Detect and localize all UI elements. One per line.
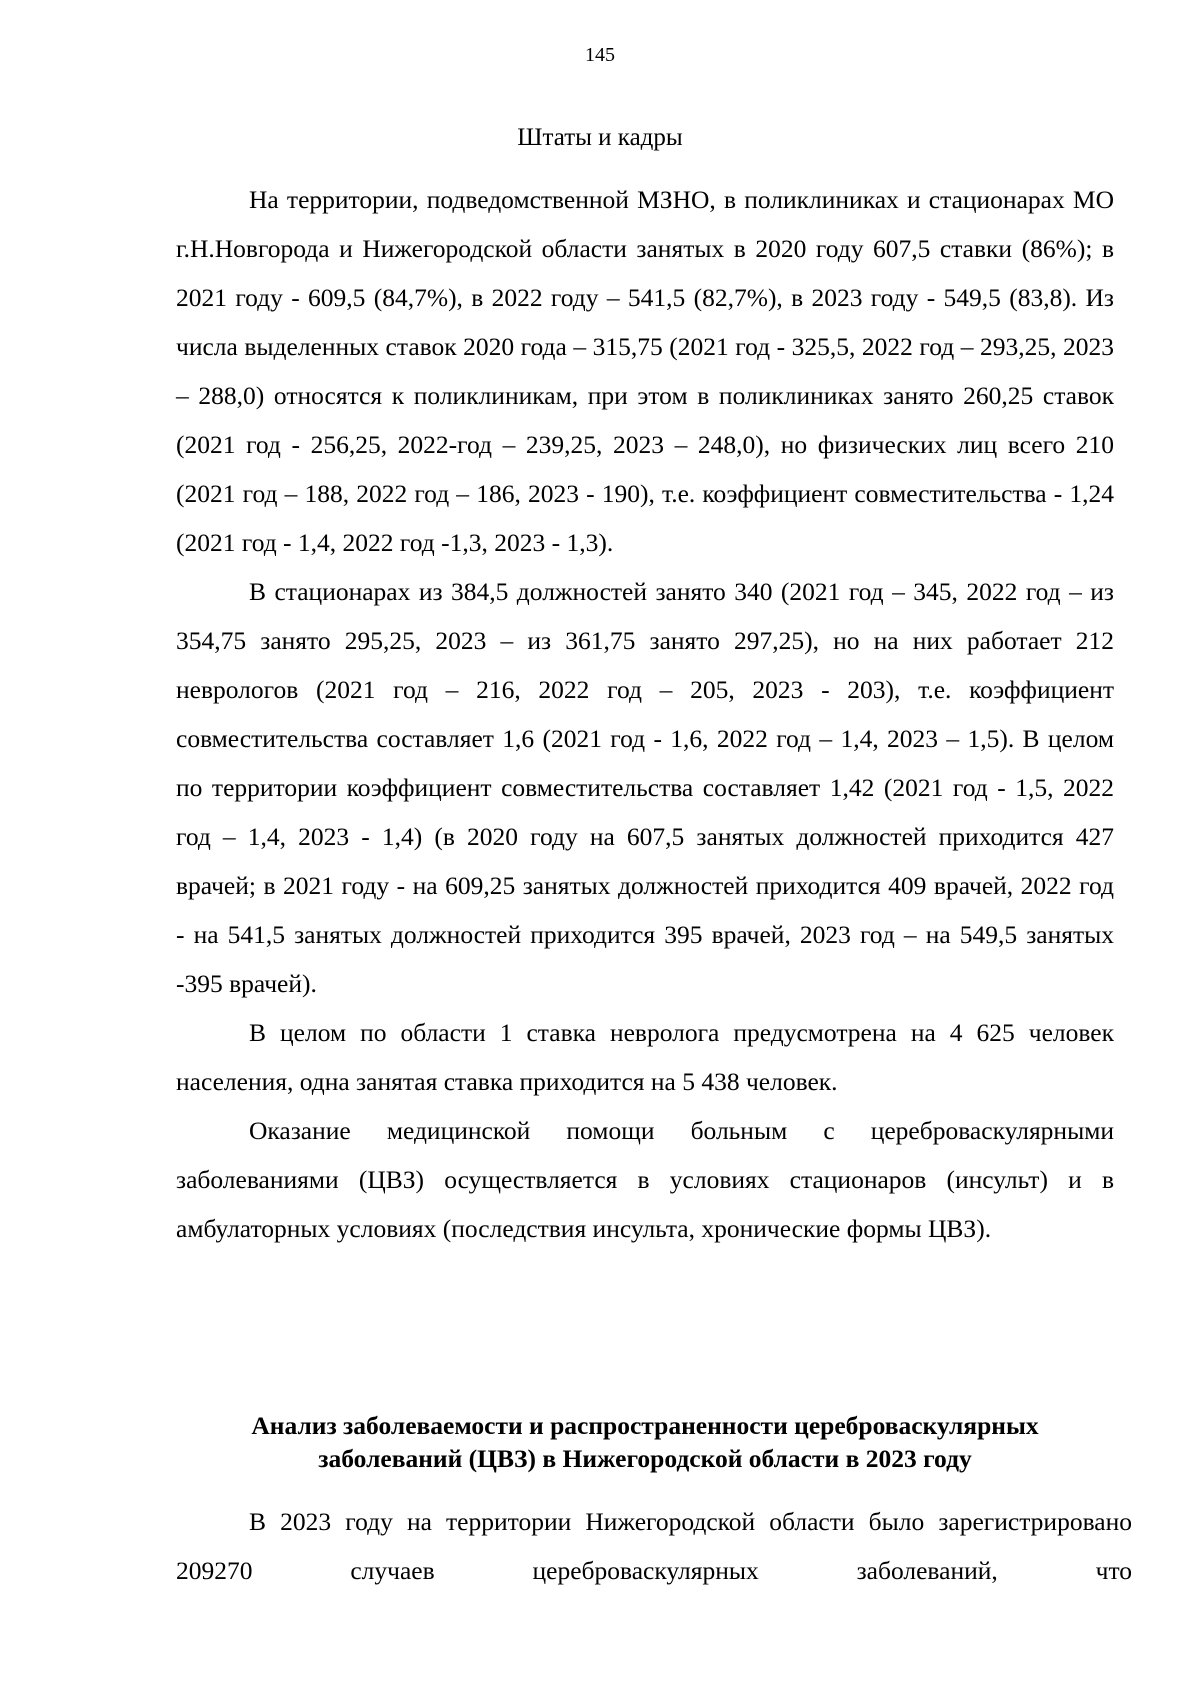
section-title: Штаты и кадры — [517, 124, 683, 151]
analysis-heading-line2: заболеваний (ЦВЗ) в Нижегородской области в 2023 году — [318, 1444, 972, 1473]
body-text — [176, 175, 1114, 1253]
analysis-heading-line1: Анализ заболеваемости и распространенности цереброваскулярных — [251, 1411, 1039, 1440]
page-number: 145 — [585, 44, 615, 66]
analysis-heading — [176, 1409, 1114, 1475]
paragraph-hospitals: В стационарах из 384,5 должностей занято 340 (2021 год – 345, 2022 год – из 354,75 занято 295,25, 2023 – из 361,75 занято 297,25), но на них работает 212 неврологов (2021 год – 216, 2022 год – 205, 2023 - 203), т.е. коэффициент совместительства составляет 1,6 (2021 год - 1,6, 2022 год – 1,4, 2023 – 1,5). В целом по территории коэффициент совместительства составляет 1,42 (2021 год - 1,5, 2022 год – 1,4, 2023 - 1,4) (в 2020 году на 607,5 занятых должностей приходится 427 врачей; в 2021 году - на 609,25 занятых должностей приходится 409 врачей, 2022 год - на 541,5 занятых должностей приходится 395 врачей, 2023 год – на 549,5 занятых -395 врачей). — [176, 577, 1114, 998]
paragraph-care-provision: Оказание медицинской помощи больным с цереброваскулярными заболеваниями (ЦВЗ) осуществляется в условиях стационаров (инсульт) и в амбулаторных условиях (последствия инсульта, хронические формы ЦВЗ). — [176, 1116, 1114, 1243]
paragraph-cvd-cases: В 2023 году на территории Нижегородской области было зарегистрировано 209270 случаев цереброваскулярных заболеваний, что — [176, 1507, 1132, 1585]
paragraph-region-rate: В целом по области 1 ставка невролога предусмотрена на 4 625 человек населения, одна занятая ставка приходится на 5 438 человек. — [176, 1018, 1114, 1096]
body-text-continued — [176, 1497, 1132, 1595]
paragraph-staffing: На территории, подведомственной МЗНО, в поликлиниках и стационарах МО г.Н.Новгорода и Нижегородской области занятых в 2020 году 607,5 ставки (86%); в 2021 году - 609,5 (84,7%), в 2022 году – 541,5 (82,7%), в 2023 году - 549,5 (83,8). Из числа выделенных ставок 2020 года – 315,75 (2021 год - 325,5, 2022 год – 293,25, 2023 – 288,0) относятся к поликлиникам, при этом в поликлиниках занято 260,25 ставок (2021 год - 256,25, 2022-год – 239,25, 2023 – 248,0), но физических лиц всего 210 (2021 год – 188, 2022 год – 186, 2023 - 190), т.е. коэффициент совместительства - 1,24 (2021 год - 1,4, 2022 год -1,3, 2023 - 1,3). — [176, 185, 1114, 557]
